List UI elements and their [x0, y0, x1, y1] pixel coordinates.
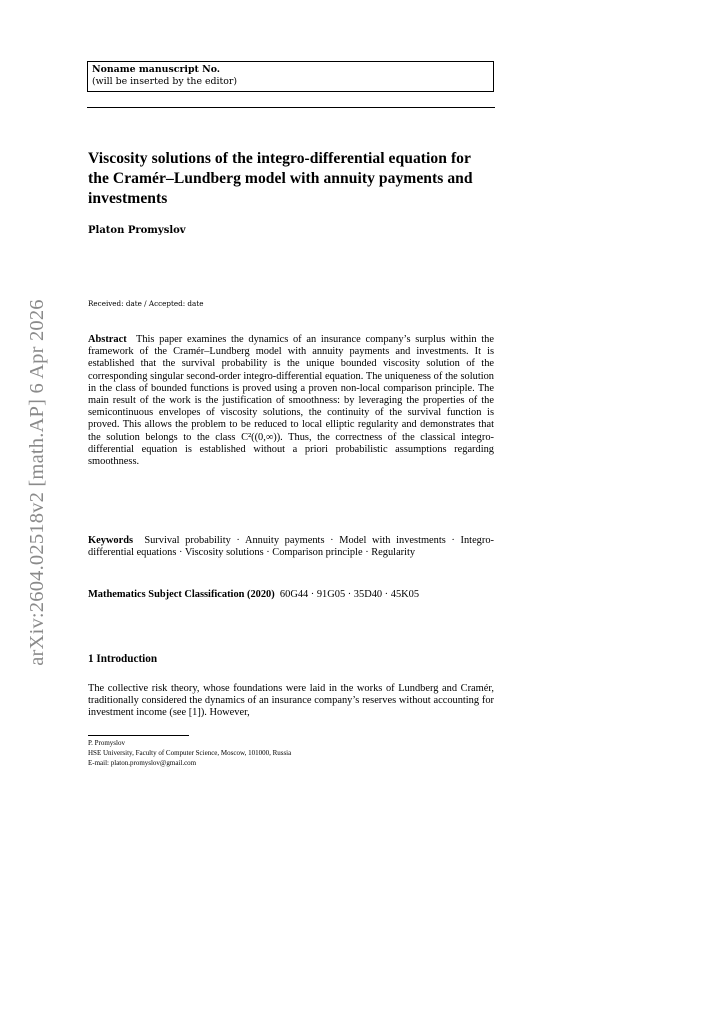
abstract-label: Abstract	[88, 334, 127, 345]
editor-note: (will be inserted by the editor)	[92, 76, 238, 87]
footnote-affiliation: HSE University, Faculty of Computer Science, Moscow, 101000, Russia	[88, 748, 292, 757]
abstract	[88, 334, 494, 468]
arxiv-identifier-text: arXiv:2604.02518v2 [math.AP] 6 Apr 2026	[25, 298, 48, 666]
msc-label: Mathematics Subject Classification (2020)	[88, 589, 275, 600]
abstract-text: This paper examines the dynamics of an insurance company’s surplus within the framework of the Cramér–Lundberg model with annuity payments and investments. It is established that the survival probability is the unique bounded viscosity solution of the corresponding singular second-order integro-differential equation. The uniqueness of the solution in the class of bounded functions is proved using a proven non-local comparison principle. The main result of the work is the justification of smoothness: by leveraging the properties of the semicontinuous envelopes of viscosity solutions, the continuity of the survival function is proved. This allows the problem to be reduced to local elliptic regularity and demonstrates that the solution belongs to the class C²((0,∞)). Thus, the correctness of the classical integro-differential equation is established without a priori probabilistic assumptions regarding smoothness.	[88, 334, 494, 468]
received-date: Received: date / Accepted: date	[88, 299, 204, 308]
footnote-name: P. Promyslov	[88, 739, 125, 747]
manuscript-number: Noname manuscript No.	[92, 64, 221, 75]
footnote-email: E-mail: platon.promyslov@gmail.com	[88, 758, 197, 767]
header-rule	[87, 107, 495, 108]
arxiv-identifier	[17, 287, 57, 677]
author-name: Platon Promyslov	[88, 225, 186, 236]
footnote-rule	[88, 735, 189, 736]
introduction-text: The collective risk theory, whose foundations were laid in the works of Lundberg and Cramér, traditionally considered the dynamics of an insurance company’s reserves without accounting for investment income (see [1]). However,	[88, 683, 494, 719]
keywords-text: Survival probability · Annuity payments · Model with investments · Integro-differential equations · Viscosity solutions · Comparison principle · Regularity	[88, 535, 494, 559]
subject-classification	[88, 589, 494, 601]
keywords	[88, 535, 494, 559]
manuscript-box	[87, 61, 494, 92]
keywords-label: Keywords	[88, 535, 134, 546]
paper-title: Viscosity solutions of the integro-differential equation for the Cramér–Lundberg model with annuity payments and investments	[88, 150, 473, 207]
msc-text: 60G44 · 91G05 · 35D40 · 45K05	[279, 589, 420, 600]
author-footnote	[88, 739, 291, 768]
section-heading: 1 Introduction	[88, 653, 158, 665]
